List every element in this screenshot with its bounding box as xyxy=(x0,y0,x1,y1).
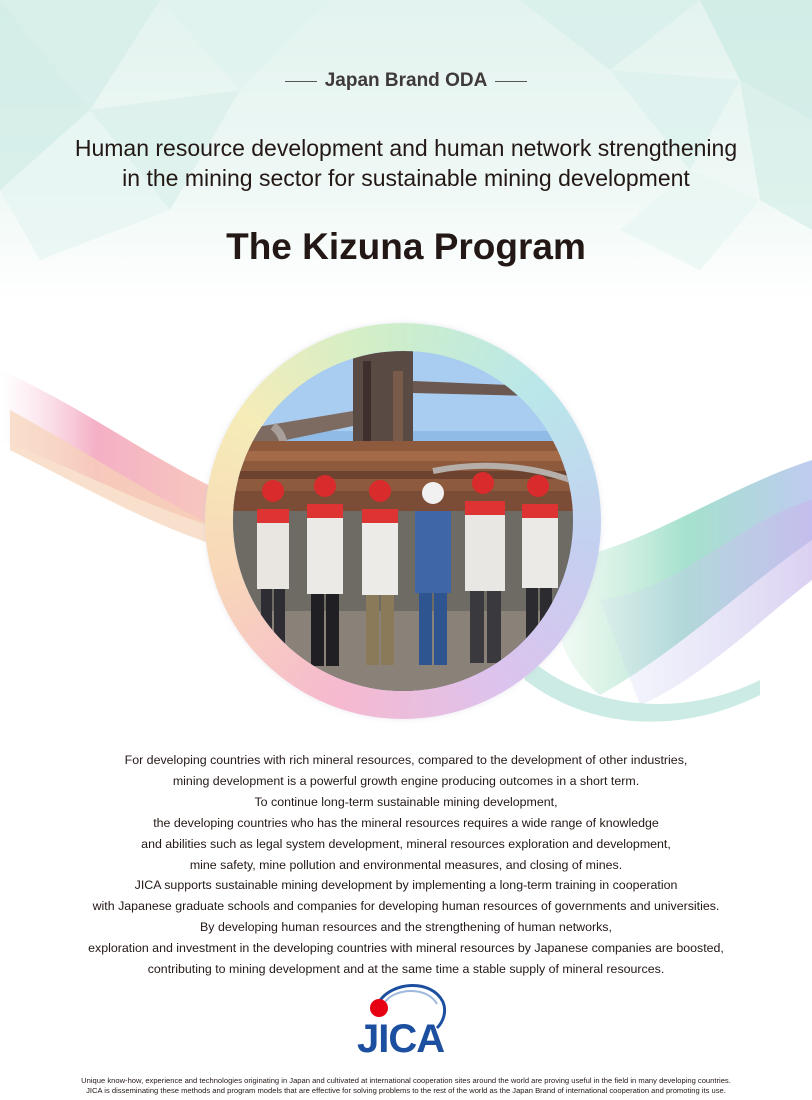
subtitle-line: in the mining sector for sustainable mining development xyxy=(122,165,690,191)
footer-note xyxy=(10,1076,802,1096)
footer-line: Unique know-how, experience and technologies originating in Japan and cultivated at international cooperation sites around the world are proving useful in the field in many developing countries. xyxy=(81,1076,731,1085)
body-line: exploration and investment in the developing countries with mineral resources by Japanese companies are boosted, xyxy=(88,941,724,956)
body-paragraph xyxy=(20,750,792,980)
kicker-rule-left xyxy=(285,81,317,82)
kicker-text: Japan Brand ODA xyxy=(324,70,488,91)
footer-line: JICA is disseminating these methods and program models that are effective for solving problems to the rest of the world as the Japan Brand of international cooperation and promoting its use. xyxy=(86,1086,726,1095)
body-line: the developing countries who has the mineral resources requires a wide range of knowledge xyxy=(153,815,659,830)
body-line: mine safety, mine pollution and environmental measures, and closing of mines. xyxy=(189,857,623,872)
body-line: with Japanese graduate schools and companies for developing human resources of governments and universities. xyxy=(92,899,720,914)
svg-text:JICA: JICA xyxy=(357,1017,445,1058)
body-line: By developing human resources and the strengthening of human networks, xyxy=(200,920,612,935)
page-title: The Kizuna Program xyxy=(226,226,586,267)
kicker-rule-right xyxy=(495,81,527,82)
jica-logo xyxy=(351,980,451,1058)
body-line: mining development is a powerful growth engine producing outcomes in a short term. xyxy=(172,773,640,788)
body-line: To continue long-term sustainable mining development, xyxy=(254,794,558,809)
subtitle xyxy=(40,133,772,193)
subtitle-line: Human resource development and human network strengthening xyxy=(74,135,738,161)
kicker-heading xyxy=(0,70,812,92)
body-line: and abilities such as legal system development, mineral resources exploration and development, xyxy=(141,836,671,851)
body-line: contributing to mining development and at the same time a stable supply of mineral resources. xyxy=(147,962,665,977)
body-line: JICA supports sustainable mining development by implementing a long-term training in cooperation xyxy=(134,878,678,893)
group-photo xyxy=(233,351,573,691)
body-line: For developing countries with rich mineral resources, compared to the development of other industries, xyxy=(124,753,688,767)
